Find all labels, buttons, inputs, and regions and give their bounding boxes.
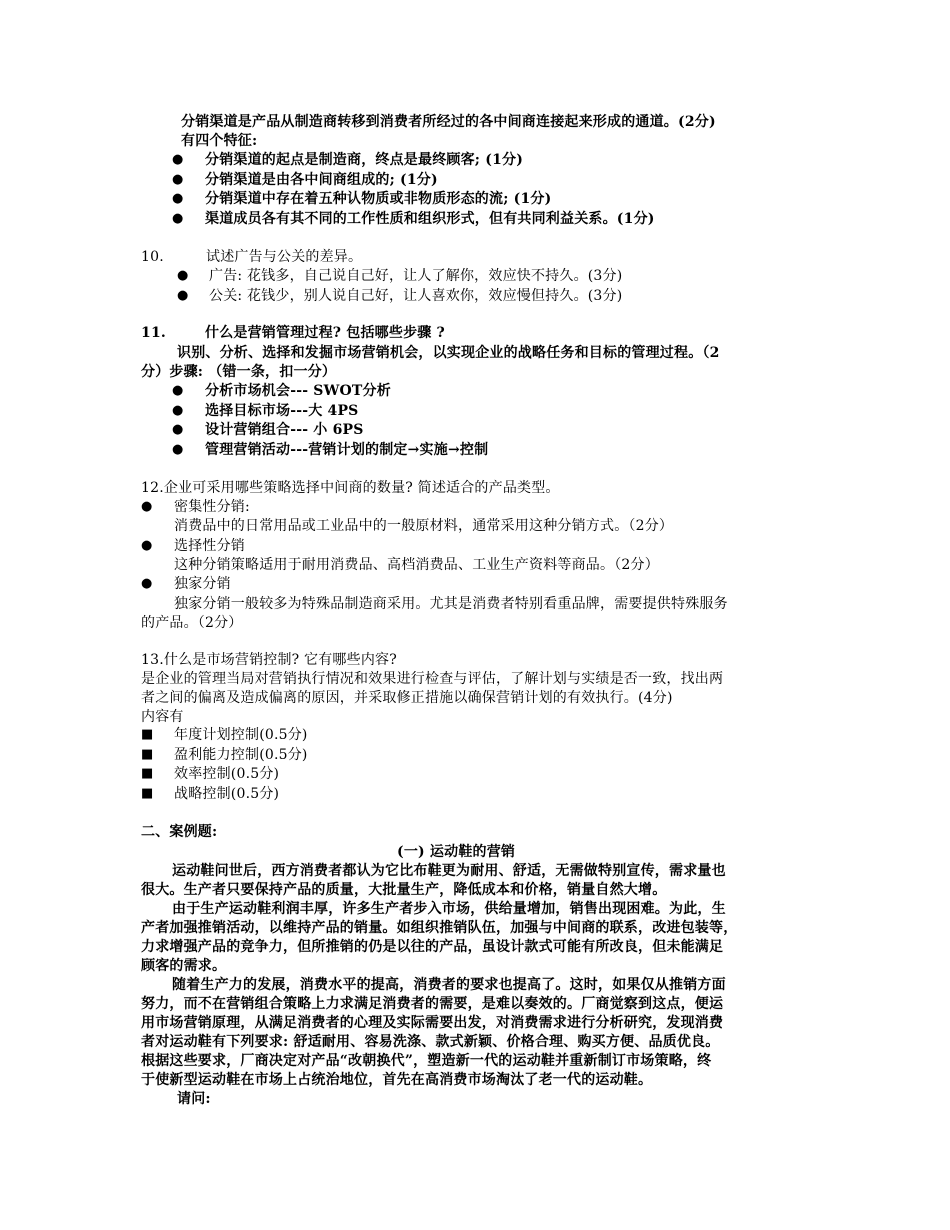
case-paragraph-line: 努力，而不在营销组合策略上力求满足消费者的需要，是难以奏效的。厂商觉察到这点，便运 (141, 996, 724, 1012)
bullet-icon: ● (141, 538, 153, 553)
q11-step-item: 设计营销组合--- 小 6PS (205, 422, 364, 438)
q12-title: 12.企业可采用哪些策略选择中间商的数量? 简述适合的产品类型。 (141, 480, 560, 496)
q13-content-item: 年度计划控制(0.5分) (174, 727, 308, 743)
case-paragraph-line: 顾客的需求。 (141, 958, 227, 974)
q13-content-item: 战略控制(0.5分) (174, 786, 280, 802)
q10-item: 公关: 花钱少，别人说自己好，让人喜欢你，效应慢但持久。(3分) (209, 288, 623, 304)
bullet-icon: ● (177, 288, 189, 303)
q9-feature-item: 渠道成员各有其不同的工作性质和组织形式，但有共同利益关系。(1分) (205, 211, 655, 227)
q11-step-item: 分析市场机会--- SWOT分析 (205, 383, 391, 399)
q12-strategy-label: 密集性分销: (174, 499, 250, 515)
square-bullet-icon: ■ (141, 766, 154, 781)
square-bullet-icon: ■ (141, 727, 154, 742)
case-paragraph-line: 运动鞋问世后，西方消费者都认为它比布鞋更为耐用、舒适，无需做特别宣传，需求量也 (172, 863, 726, 879)
q11-title: 什么是营销管理过程? 包括哪些步骤 ? (205, 325, 445, 341)
bullet-icon: ● (177, 268, 189, 283)
case-paragraph-line: 很大。生产者只要保持产品的质量，大批量生产，降低成本和价格，销量自然大增。 (141, 882, 667, 898)
bullet-icon: ● (141, 499, 153, 514)
case-subtitle: (一) 运动鞋的营销 (397, 844, 516, 860)
q13-answer-line: 是企业的管理当局对营销执行情况和效果进行检查与评估，了解计划与实绩是否一致，找出两 (141, 671, 724, 687)
q9-feature-item: 分销渠道中存在着五种认物质或非物质形态的流; (1分) (205, 191, 552, 207)
q12-strategy-desc: 消费品中的日常用品或工业品中的一般原材料，通常采用这种分销方式。（2分） (174, 518, 674, 534)
bullet-icon: ● (141, 576, 153, 591)
bullet-icon: ● (172, 152, 184, 167)
case-paragraph-line: 于使新型运动鞋在市场上占统治地位，首先在高消费市场淘汰了老一代的运动鞋。 (141, 1072, 653, 1088)
q9-features-intro: 有四个特征: (181, 133, 258, 149)
q10-item: 广告: 花钱多，自己说自己好，让人了解你，效应快不持久。(3分) (209, 268, 623, 284)
case-paragraph-line: 者对运动鞋有下列要求: 舒适耐用、容易洗涤、款式新颖、价格合理、购买方便、品质优良。 (141, 1034, 720, 1050)
q12-strategy-label: 独家分销 (174, 576, 231, 592)
bullet-icon: ● (172, 211, 184, 226)
q12-strategy-desc: 这种分销策略适用于耐用消费品、高档消费品、工业生产资料等商品。（2分） (174, 557, 659, 573)
bullet-icon: ● (172, 172, 184, 187)
case-paragraph-line: 力求增强产品的竞争力，但所推销的仍是以往的产品，虽设计款式可能有所改良，但未能满足 (141, 939, 724, 955)
case-question-prompt: 请问: (177, 1091, 211, 1107)
case-paragraph-line: 根据这些要求，厂商决定对产品“改朝换代”，塑造新一代的运动鞋并重新制订市场策略，终 (141, 1053, 712, 1069)
q10-title: 试述广告与公关的差异。 (206, 249, 363, 265)
bullet-icon: ● (172, 442, 184, 457)
square-bullet-icon: ■ (141, 786, 154, 801)
q9-feature-item: 分销渠道是由各中间商组成的; (1分) (205, 172, 438, 188)
q11-answer-line: 识别、分析、选择和发掘市场营销机会，以实现企业的战略任务和目标的管理过程。（2 (177, 345, 720, 361)
q12-strategy-desc: 的产品。（2分） (141, 615, 243, 631)
q13-content-item: 效率控制(0.5分) (174, 766, 280, 782)
q12-strategy-label: 选择性分销 (174, 538, 245, 554)
square-bullet-icon: ■ (141, 747, 154, 762)
case-section-heading: 二、案例题: (141, 824, 218, 840)
case-paragraph-line: 产者加强推销活动，以维持产品的销量。如组织推销队伍，加强与中间商的联系，改进包装等， (141, 920, 738, 936)
q13-contents-intro: 内容有 (141, 709, 184, 725)
bullet-icon: ● (172, 422, 184, 437)
q11-number: 11. (141, 325, 166, 341)
case-paragraph-line: 随着生产力的发展，消费水平的提高，消费者的要求也提高了。这时，如果仅从推销方面 (172, 977, 726, 993)
case-paragraph-line: 由于生产运动鞋利润丰厚，许多生产者步入市场，供给量增加，销售出现困难。为此，生 (172, 901, 726, 917)
q13-answer-line: 者之间的偏离及造成偏离的原因，并采取修正措施以确保营销计划的有效执行。(4分) (141, 690, 673, 706)
q13-content-item: 盈利能力控制(0.5分) (174, 747, 308, 763)
q9-feature-item: 分销渠道的起点是制造商，终点是最终顾客; (1分) (205, 152, 524, 168)
q9-definition-line: 分销渠道是产品从制造商转移到消费者所经过的各中间商连接起来形成的通道。(2分) (181, 114, 716, 130)
q11-answer-line: 分）步骤: （错一条，扣一分） (141, 364, 337, 380)
q11-step-item: 管理营销活动---营销计划的制定→实施→控制 (205, 442, 489, 458)
q11-step-item: 选择目标市场---大 4PS (205, 403, 359, 419)
bullet-icon: ● (172, 383, 184, 398)
bullet-icon: ● (172, 403, 184, 418)
case-paragraph-line: 用市场营销原理，从满足消费者的心理及实际需要出发，对消费需求进行分析研究，发现消费 (141, 1015, 724, 1031)
bullet-icon: ● (172, 191, 184, 206)
q12-strategy-desc: 独家分销一般较多为特殊品制造商采用。尤其是消费者特别看重品牌，需要提供特殊服务 (174, 596, 728, 612)
q13-title: 13.什么是市场营销控制? 它有哪些内容? (141, 652, 397, 668)
q10-number: 10. (141, 249, 164, 265)
